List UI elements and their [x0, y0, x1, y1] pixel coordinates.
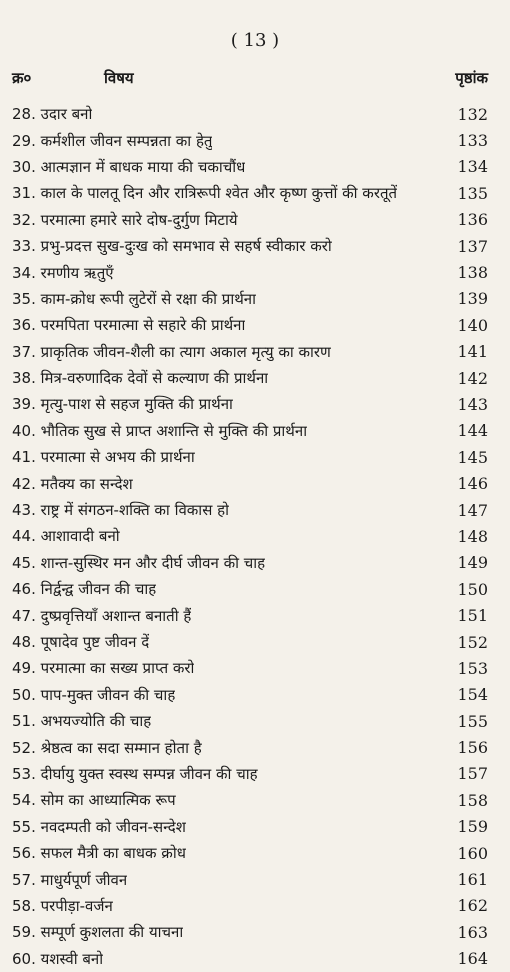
- toc-entry-page: 134: [457, 157, 488, 177]
- toc-entry: [12, 814, 488, 840]
- toc-entry-page: 162: [457, 896, 488, 916]
- toc-entry: [12, 761, 488, 787]
- toc-list: [12, 101, 488, 972]
- toc-entry-page: 161: [457, 870, 488, 890]
- toc-entry-page: 154: [457, 685, 488, 705]
- toc-entry-page: 160: [457, 843, 488, 863]
- toc-entry-page: 140: [457, 315, 488, 335]
- toc-entry-title: 35. काम-क्रोध रूपी लुटेरों से रक्षा की प्रार्थना: [12, 289, 256, 308]
- toc-entry-title: 49. परमात्मा का सख्य प्राप्त करो: [12, 659, 195, 678]
- toc-entry-page: 163: [457, 922, 488, 942]
- toc-entry-title: 39. मृत्यु-पाश से सहज मुक्ति की प्रार्थना: [12, 395, 233, 414]
- toc-entry: [12, 734, 488, 760]
- toc-entry-page: 150: [457, 579, 488, 599]
- toc-entry-title: 53. दीर्घायु युक्त स्वस्थ सम्पन्न जीवन की चाह: [12, 764, 258, 783]
- toc-entry: [12, 207, 488, 233]
- toc-entry-page: 158: [457, 790, 488, 810]
- toc-entry-title: 38. मित्र-वरुणादिक देवों से कल्याण की प्रार्थना: [12, 369, 269, 388]
- toc-entry-title: 46. निर्द्वन्द्व जीवन की चाह: [12, 580, 157, 599]
- toc-entry-title: 47. दुष्प्रवृत्तियाँ अशान्त बनाती हैं: [12, 606, 192, 625]
- toc-entry: [12, 418, 488, 444]
- toc-entry-title: 55. नवदम्पती को जीवन-सन्देश: [12, 817, 186, 836]
- toc-entry-page: 142: [457, 368, 488, 388]
- toc-entry-title: 36. परमपिता परमात्मा से सहारे की प्रार्थना: [12, 316, 246, 335]
- toc-entry-page: 141: [457, 342, 488, 362]
- toc-entry-title: 28. उदार बनो: [12, 105, 93, 124]
- toc-entry-page: 132: [457, 104, 488, 124]
- toc-entry-page: 144: [457, 421, 488, 441]
- toc-entry-title: 32. परमात्मा हमारे सारे दोष-दुर्गुण मिटाये: [12, 210, 238, 229]
- toc-entry-page: 151: [457, 606, 488, 626]
- toc-entry: [12, 576, 488, 602]
- toc-entry-title: 48. पूषादेव पुष्ट जीवन दें: [12, 633, 150, 651]
- toc-entry: [12, 312, 488, 338]
- toc-entry-page: 145: [457, 447, 488, 467]
- toc-entry-title: 44. आशावादी बनो: [12, 527, 120, 546]
- toc-entry-title: 43. राष्ट्र में संगठन-शक्ति का विकास हो: [12, 501, 229, 520]
- toc-entry-page: 147: [457, 500, 488, 520]
- toc-entry-title: 50. पाप-मुक्त जीवन की चाह: [12, 685, 176, 704]
- toc-entry: [12, 946, 488, 972]
- toc-entry-title: 59. सम्पूर्ण कुशलता की याचना: [12, 923, 184, 942]
- toc-entry: [12, 233, 488, 259]
- toc-entry-page: 157: [457, 764, 488, 784]
- toc-entry: [12, 365, 488, 391]
- toc-entry: [12, 866, 488, 892]
- toc-entry-title: 29. कर्मशील जीवन सम्पन्नता का हेतु: [12, 131, 213, 150]
- toc-entry-page: 159: [457, 817, 488, 837]
- toc-entry-title: 31. काल के पालतू दिन और रात्रिरूपी श्वेत और कृष्ण कुत्तों की करतूतें: [12, 184, 398, 203]
- toc-entry: [12, 180, 488, 206]
- toc-entry-title: 57. माधुर्यपूर्ण जीवन: [12, 870, 128, 889]
- toc-entry-page: 156: [457, 738, 488, 758]
- header-page: पृष्ठांक: [455, 69, 488, 87]
- toc-entry-page: 155: [457, 711, 488, 731]
- toc-entry: [12, 286, 488, 312]
- toc-entry-title: 30. आत्मज्ञान में बाधक माया की चकाचौंध: [12, 157, 246, 176]
- header-number: क्र०: [12, 69, 32, 87]
- toc-entry: [12, 523, 488, 549]
- toc-entry-page: 153: [457, 658, 488, 678]
- toc-entry-page: 149: [457, 553, 488, 573]
- toc-entry: [12, 602, 488, 628]
- toc-entry: [12, 444, 488, 470]
- toc-entry: [12, 682, 488, 708]
- toc-entry: [12, 708, 488, 734]
- toc-entry-title: 56. सफल मैत्री का बाधक क्रोध: [12, 844, 186, 863]
- toc-entry-page: 133: [457, 131, 488, 151]
- toc-entry: [12, 470, 488, 496]
- toc-entry-title: 60. यशस्वी बनो: [12, 949, 104, 968]
- toc-entry-page: 136: [457, 210, 488, 230]
- toc-entry-title: 40. भौतिक सुख से प्राप्त अशान्ति से मुक्ति की प्रार्थना: [12, 421, 308, 440]
- toc-entry-page: 137: [457, 236, 488, 256]
- toc-entry-page: 143: [457, 394, 488, 414]
- toc-entry-title: 54. सोम का आध्यात्मिक रूप: [12, 791, 176, 810]
- toc-entry-page: 164: [457, 949, 488, 969]
- toc-entry: [12, 550, 488, 576]
- toc-entry-page: 139: [457, 289, 488, 309]
- toc-entry-page: 152: [457, 632, 488, 652]
- toc-entry: [12, 339, 488, 365]
- toc-entry-title: 37. प्राकृतिक जीवन-शैली का त्याग अकाल मृत्यु का कारण: [12, 342, 331, 361]
- toc-entry: [12, 127, 488, 153]
- toc-entry: [12, 259, 488, 285]
- header-subject: विषय: [104, 69, 134, 87]
- toc-entry-page: 138: [457, 263, 488, 283]
- toc-entry-title: 42. मतैक्य का सन्देश: [12, 474, 133, 493]
- toc-entry: [12, 391, 488, 417]
- toc-header: [12, 68, 488, 92]
- toc-entry-page: 148: [457, 526, 488, 546]
- page-number: ( 13 ): [230, 30, 280, 51]
- toc-entry: [12, 497, 488, 523]
- toc-entry-title: 34. रमणीय ऋतुएँ: [12, 263, 114, 282]
- toc-entry-title: 58. परपीड़ा-वर्जन: [12, 896, 113, 915]
- toc-entry-title: 45. शान्त-सुस्थिर मन और दीर्घ जीवन की चाह: [12, 553, 266, 572]
- toc-entry-title: 33. प्रभु-प्रदत्त सुख-दुःख को समभाव से सहर्ष स्वीकार करो: [12, 237, 332, 256]
- toc-entry: [12, 787, 488, 813]
- toc-entry-page: 146: [457, 474, 488, 494]
- toc-entry: [12, 629, 488, 655]
- toc-entry: [12, 893, 488, 919]
- toc-entry: [12, 101, 488, 127]
- toc-entry-title: 41. परमात्मा से अभय की प्रार्थना: [12, 448, 195, 467]
- toc-entry-page: 135: [457, 183, 488, 203]
- toc-entry-title: 52. श्रेष्ठत्व का सदा सम्मान होता है: [12, 738, 202, 757]
- toc-entry: [12, 840, 488, 866]
- toc-entry-title: 51. अभयज्योति की चाह: [12, 712, 152, 731]
- toc-entry: [12, 655, 488, 681]
- toc-entry: [12, 919, 488, 945]
- toc-entry: [12, 154, 488, 180]
